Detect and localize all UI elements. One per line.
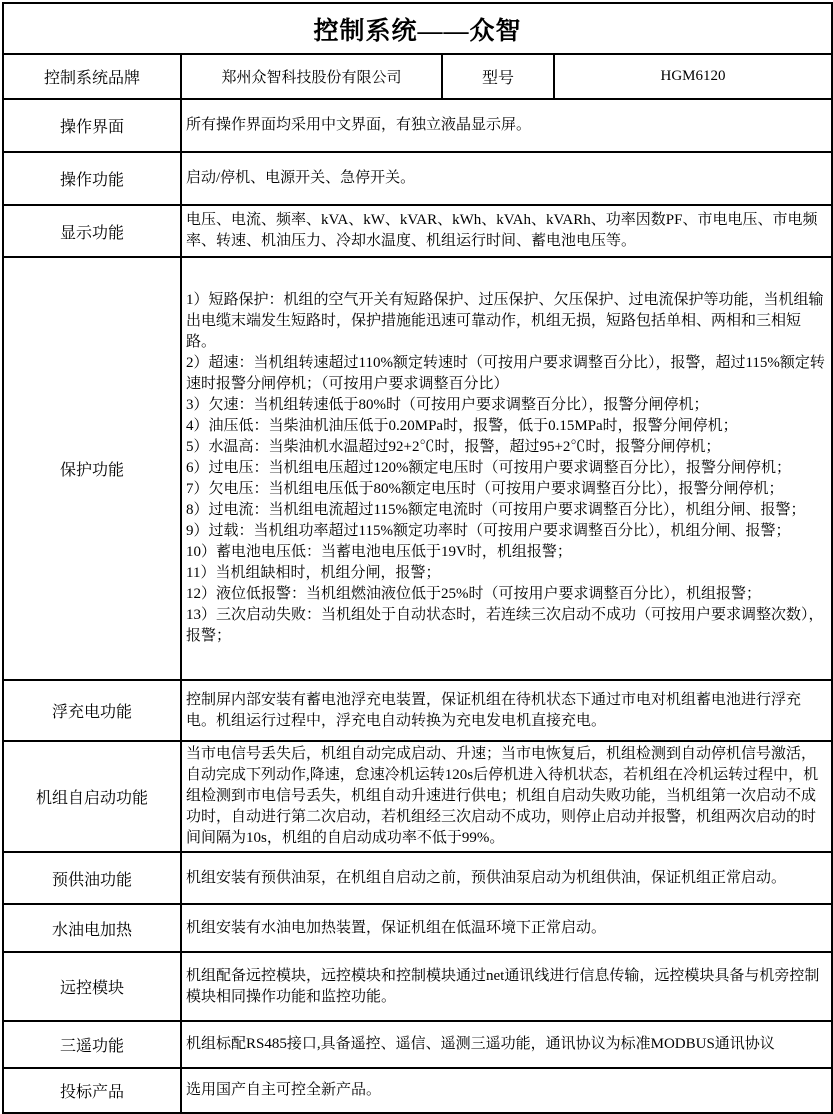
table-row-operation-interface	[3, 99, 832, 152]
table-row-remote-module	[3, 952, 832, 1021]
row-content: 启动/停机、电源开关、急停开关。	[181, 152, 832, 205]
row-label: 机组自启动功能	[3, 741, 181, 852]
row-label: 操作功能	[3, 152, 181, 205]
model-value: HGM6120	[554, 54, 832, 99]
row-label: 水油电加热	[3, 904, 181, 952]
row-label: 三遥功能	[3, 1021, 181, 1068]
table-row-three-remote	[3, 1021, 832, 1068]
model-label: 型号	[442, 54, 554, 99]
table-row-display-functions	[3, 205, 832, 257]
row-content: 机组标配RS485接口,具备遥控、遥信、遥测三遥功能，通讯协议为标准MODBUS通讯协议	[181, 1021, 832, 1068]
row-content: 所有操作界面均采用中文界面，有独立液晶显示屏。	[181, 99, 832, 152]
brand-label: 控制系统品牌	[3, 54, 181, 99]
row-label: 操作界面	[3, 99, 181, 152]
row-content: 机组安装有水油电加热装置，保证机组在低温环境下正常启动。	[181, 904, 832, 952]
table-row-float-charging	[3, 680, 832, 741]
row-label: 显示功能	[3, 205, 181, 257]
table-row-pre-oil-supply	[3, 852, 832, 904]
title-row	[3, 3, 832, 54]
info-row	[3, 54, 832, 99]
row-label: 保护功能	[3, 257, 181, 680]
row-label: 远控模块	[3, 952, 181, 1021]
table-row-auto-start	[3, 741, 832, 852]
row-label: 预供油功能	[3, 852, 181, 904]
spec-table	[2, 2, 833, 1114]
table-row-protection-functions	[3, 257, 832, 680]
brand-value: 郑州众智科技股份有限公司	[181, 54, 442, 99]
row-content: 机组配备远控模块，远控模块和控制模块通过net通讯线进行信息传输，远控模块具备与机旁控制模块相同操作功能和监控功能。	[181, 952, 832, 1021]
row-label: 浮充电功能	[3, 680, 181, 741]
row-content: 电压、电流、频率、kVA、kW、kVAR、kWh、kVAh、kVARh、功率因数PF、市电电压、市电频率、转速、机油压力、冷却水温度、机组运行时间、蓄电池电压等。	[181, 205, 832, 257]
row-content: 选用国产自主可控全新产品。	[181, 1068, 832, 1113]
row-content: 控制屏内部安装有蓄电池浮充电装置，保证机组在待机状态下通过市电对机组蓄电池进行浮充电。机组运行过程中，浮充电自动转换为充电发电机直接充电。	[181, 680, 832, 741]
table-row-operation-functions	[3, 152, 832, 205]
table-row-heating	[3, 904, 832, 952]
row-content: 机组安装有预供油泵，在机组自启动之前，预供油泵启动为机组供油，保证机组正常启动。	[181, 852, 832, 904]
page-title: 控制系统——众智	[3, 3, 832, 54]
row-content: 1）短路保护：机组的空气开关有短路保护、过压保护、欠压保护、过电流保护等功能，当机组输出电缆末端发生短路时，保护措施能迅速可靠动作，机组无损，短路包括单相、两相和三相短路。 2）超速：当机组转速超过110%额定转速时（可按用户要求调整百分比），报警，超过115%额定转速时报警分闸停机；（可按用户要求调整百分比） 3）欠速：当机组转速低于80%时（可按用户要求调整百分比），报警分闸停机； 4）油压低：当柴油机油压低于0.20MPa时，报警，低于0.15MPa时，报警分闸停机； 5）水温高：当柴油机水温超过92+2℃时，报警，超过95+2℃时，报警分闸停机； 6）过电压：当机组电压超过120%额定电压时（可按用户要求调整百分比），报警分闸停机； 7）欠电压：当机组电压低于80%额定电压时（可按用户要求调整百分比），报警分闸停机； 8）过电流：当机组电流超过115%额定电流时（可按用户要求调整百分比），机组分闸、报警； 9）过载：当机组功率超过115%额定功率时（可按用户要求调整百分比），机组分闸、报警； 10）蓄电池电压低：当蓄电池电压低于19V时，机组报警； 11）当机组缺相时，机组分闸，报警； 12）液位低报警：当机组燃油液位低于25%时（可按用户要求调整百分比），机组报警； 13）三次启动失败：当机组处于自动状态时，若连续三次启动不成功（可按用户要求调整次数），报警；	[181, 257, 832, 680]
row-label: 投标产品	[3, 1068, 181, 1113]
row-content: 当市电信号丢失后，机组自动完成启动、升速；当市电恢复后，机组检测到自动停机信号激活，自动完成下列动作,降速，怠速冷机运转120s后停机进入待机状态，若机组在冷机运转过程中，机组检测到市电信号丢失，机组自动升速进行供电；机组自启动失败功能，当机组第一次启动不成功时，自动进行第二次启动，若机组经三次启动不成功，则停止启动并报警，机组两次启动的时间间隔为10s，机组的自启动成功率不低于99%。	[181, 741, 832, 852]
table-row-bid-product	[3, 1068, 832, 1113]
